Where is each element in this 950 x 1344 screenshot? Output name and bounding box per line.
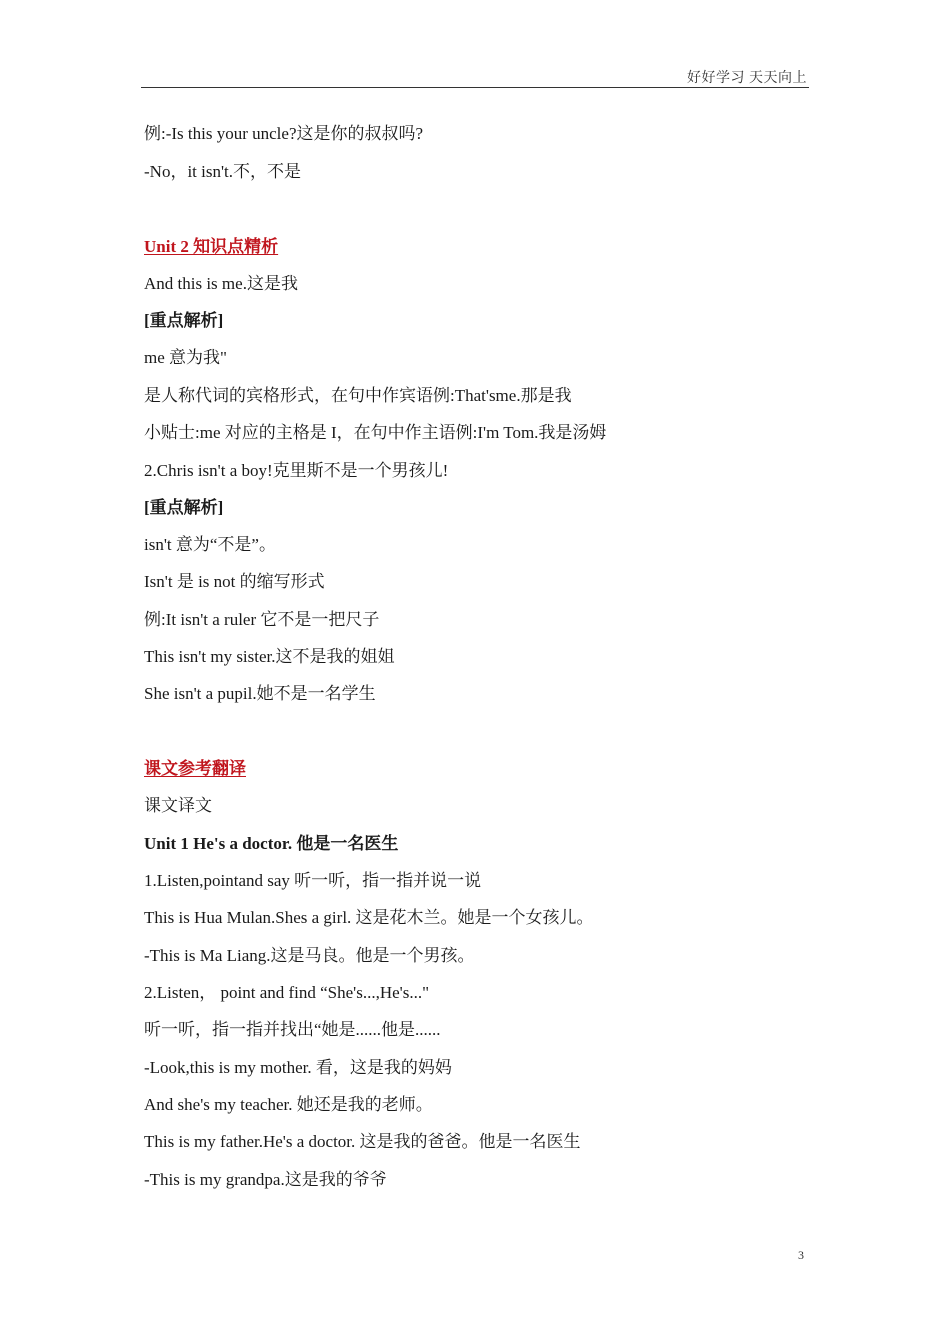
sentence-chris: 2.Chris isn't a boy!克里斯不是一个男孩儿! (144, 461, 449, 480)
exercise-1-title: 1.Listen,pointand say 听一听，指一指并说一说 (144, 871, 482, 890)
me-tip: 小贴士:me 对应的主格是 I，在句中作主语例:I'm Tom.我是汤姆 (144, 423, 607, 442)
sentence-this-is-me: And this is me.这是我 (144, 274, 298, 293)
header-motto: 好好学习 天天向上 (687, 71, 807, 86)
example-pupil: She isn't a pupil.她不是一名学生 (144, 684, 376, 703)
father-line: This is my father.He's a doctor. 这是我的爸爸。他是一名医生 (144, 1132, 581, 1151)
isnt-contraction: Isn't 是 is not 的缩写形式 (144, 572, 325, 591)
example-sister: This isn't my sister.这不是我的姐姐 (144, 647, 395, 666)
key-analysis-label: [重点解析] (144, 311, 224, 330)
me-object-form: 是人称代词的宾格形式，在句中作宾语例:That'sme.那是我 (144, 386, 572, 405)
example-uncle-question: 例:-Is this your uncle?这是你的叔叔吗? (144, 124, 424, 143)
mother-line: -Look,this is my mother. 看，这是我的妈妈 (144, 1058, 452, 1077)
ma-liang-line: -This is Ma Liang.这是马良。他是一个男孩。 (144, 946, 475, 965)
section-heading-translation: 课文参考翻译 (144, 759, 246, 778)
teacher-line: And she's my teacher. 她还是我的老师。 (144, 1095, 433, 1114)
page-number: 3 (798, 1248, 804, 1262)
exercise-2-title: 2.Listen， point and find “She's...,He's..." (144, 983, 430, 1002)
translation-label: 课文译文 (144, 796, 212, 815)
header-rule (141, 87, 809, 88)
isnt-meaning: isn't 意为“不是”。 (144, 535, 276, 554)
example-ruler: 例:It isn't a ruler 它不是一把尺子 (144, 610, 380, 629)
key-analysis-label: [重点解析] (144, 498, 224, 517)
example-uncle-answer: -No，it isn't.不，不是 (144, 162, 302, 181)
grandpa-line: -This is my grandpa.这是我的爷爷 (144, 1170, 387, 1189)
exercise-2-translation: 听一听，指一指并找出“她是......他是...... (144, 1020, 441, 1039)
unit1-title: Unit 1 He's a doctor. 他是一名医生 (144, 834, 399, 853)
hua-mulan-line: This is Hua Mulan.Shes a girl. 这是花木兰。她是一个女孩儿。 (144, 908, 594, 927)
me-meaning: me 意为我" (144, 348, 227, 367)
section-heading-unit2: Unit 2 知识点精析 (144, 237, 279, 256)
